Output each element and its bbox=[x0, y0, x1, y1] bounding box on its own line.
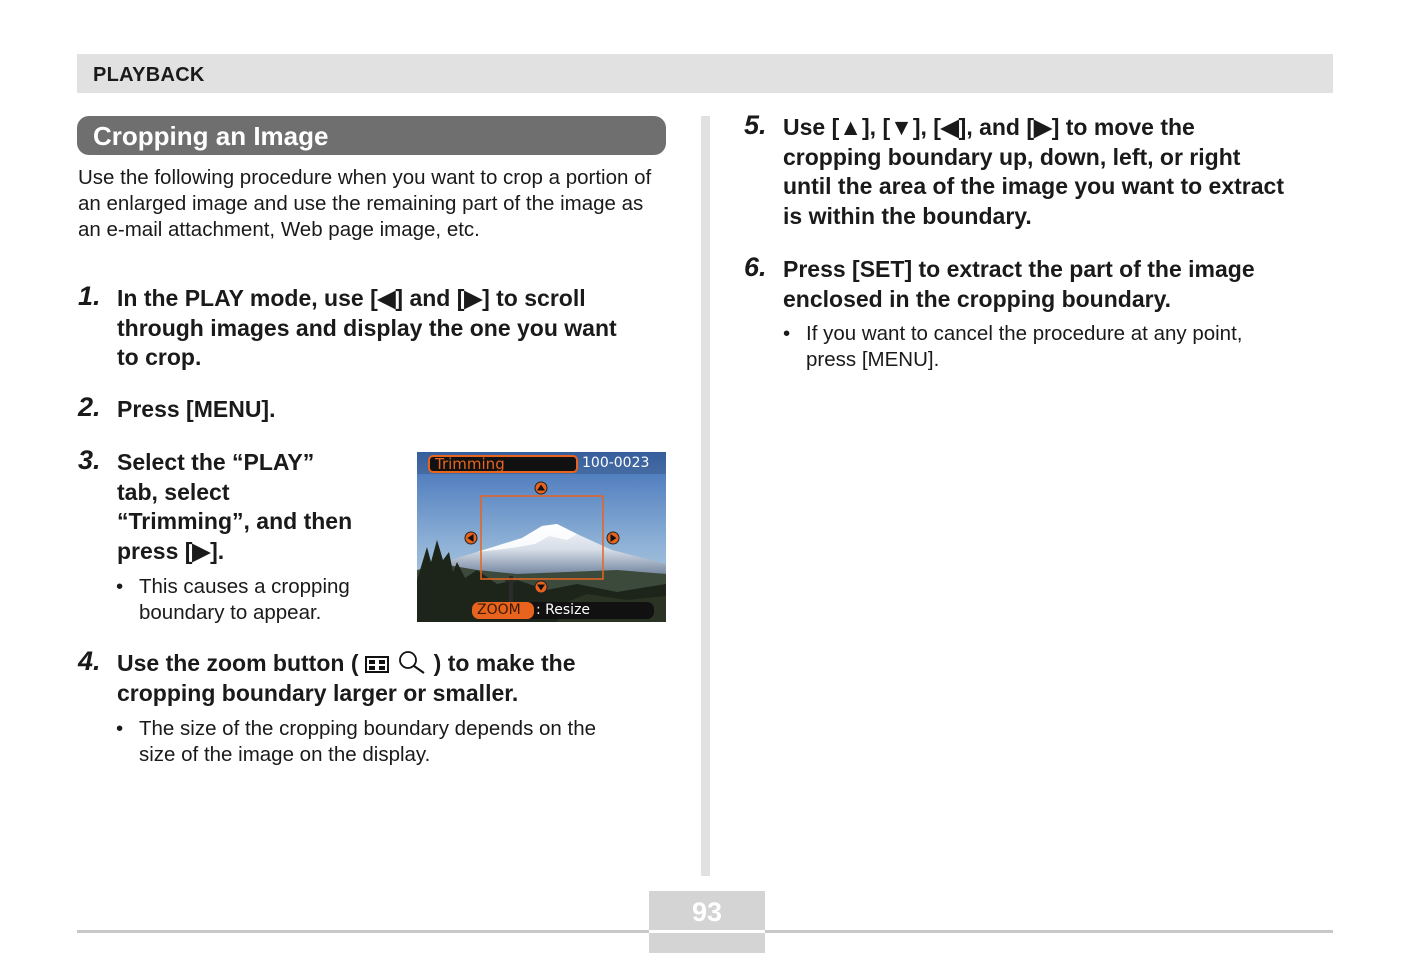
step-line bbox=[117, 649, 677, 679]
step-line: is within the boundary. bbox=[783, 202, 1032, 229]
step-line: until the area of the image you want to extract bbox=[783, 173, 1284, 199]
step-text bbox=[783, 113, 1343, 231]
screen-zoom-action: : Resize bbox=[536, 602, 591, 618]
step-3-note bbox=[116, 574, 399, 626]
step-line: to crop. bbox=[117, 344, 202, 370]
column-divider bbox=[701, 116, 710, 876]
section-header bbox=[77, 54, 1333, 93]
screen-file-number: 100-0023 bbox=[582, 455, 650, 471]
page-title-bar bbox=[77, 116, 666, 155]
section-label: PLAYBACK bbox=[93, 64, 205, 86]
grid-zoom-out-icon bbox=[365, 654, 391, 674]
step-line: Press [MENU]. bbox=[117, 396, 276, 422]
note-line: size of the image on the display. bbox=[139, 743, 431, 766]
step-line: cropping boundary larger or smaller. bbox=[117, 679, 519, 706]
screen-zoom-label: ZOOM bbox=[477, 602, 521, 618]
step-text bbox=[783, 255, 1343, 314]
screen-mode-label: Trimming bbox=[435, 455, 505, 473]
step-line: “Trimming”, and then bbox=[117, 508, 353, 534]
step-number: 1. bbox=[78, 281, 101, 311]
step-line: through images and display the one you want bbox=[117, 314, 617, 341]
page-title: Cropping an Image bbox=[93, 121, 329, 151]
page-number-box bbox=[649, 891, 765, 953]
step-number: 5. bbox=[744, 110, 767, 140]
step-line: tab, select bbox=[117, 478, 230, 505]
step-line: Press [SET] to extract the part of the image bbox=[783, 256, 1255, 282]
step-line: In the PLAY mode, use [◀] and [▶] to scroll bbox=[117, 285, 586, 311]
camera-screen-illustration bbox=[417, 452, 666, 622]
intro-paragraph: Use the following procedure when you want to crop a portion of an enlarged image and use the remaining part of the image as an e-mail attachment, Web page image, etc. bbox=[78, 166, 652, 241]
step-line: press [▶]. bbox=[117, 537, 225, 564]
step-text bbox=[117, 649, 677, 708]
note-line: The size of the cropping boundary depends on the bbox=[139, 717, 597, 740]
bullet-dot: • bbox=[116, 575, 124, 598]
note-line: boundary to appear. bbox=[139, 601, 322, 624]
note-line: This causes a cropping bbox=[139, 575, 350, 598]
step-line: cropping boundary up, down, left, or right bbox=[783, 143, 1241, 170]
step-number: 6. bbox=[744, 252, 767, 282]
step-line-part: ) to make the bbox=[433, 650, 576, 676]
page-number: 93 bbox=[691, 897, 723, 927]
step-number: 3. bbox=[78, 445, 101, 475]
screen-image bbox=[417, 452, 666, 622]
step-line: Select the “PLAY” bbox=[117, 449, 315, 475]
step-6-note bbox=[783, 321, 1306, 373]
step-text bbox=[117, 284, 677, 373]
step-line: enclosed in the cropping boundary. bbox=[783, 285, 1172, 312]
step-4-note bbox=[116, 716, 659, 768]
step-text bbox=[117, 448, 417, 566]
step-line: Use [▲], [▼], [◀], and [▶] to move the bbox=[783, 114, 1195, 140]
step-text bbox=[117, 395, 677, 425]
step-line-part: Use the zoom button ( bbox=[117, 650, 359, 676]
step-number: 2. bbox=[78, 392, 101, 422]
page-box-split bbox=[649, 930, 765, 933]
bullet-dot: • bbox=[116, 717, 124, 740]
magnifier-zoom-in-icon bbox=[397, 650, 427, 674]
step-number: 4. bbox=[78, 646, 101, 676]
bullet-dot: • bbox=[783, 322, 791, 345]
note-line: If you want to cancel the procedure at any point, bbox=[806, 322, 1243, 345]
note-line: press [MENU]. bbox=[806, 348, 940, 371]
